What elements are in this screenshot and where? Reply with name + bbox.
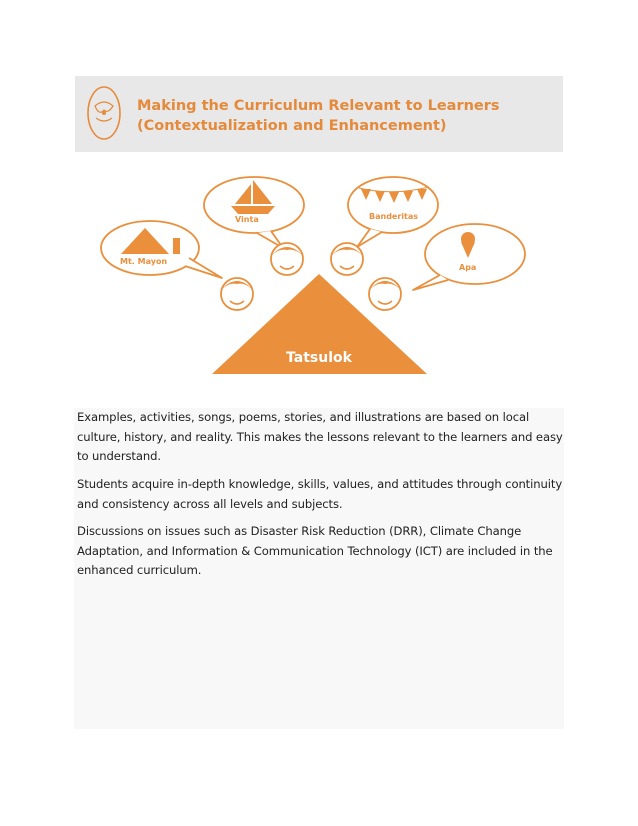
mt-mayon-label: Mt. Mayon: [120, 257, 168, 266]
banderitas-label: Banderitas: [369, 212, 419, 221]
banner-title-line-2: (Contextualization and Enhancement): [137, 118, 447, 134]
paragraph-3: Discussions on issues such as Disaster Risk Reduction (DRR), Climate Change Adaptation, and Information & Communication Technology (ICT) are included in the enhanced curriculum.: [77, 524, 553, 577]
apa-bubble: [413, 224, 525, 290]
vinta-label: Vinta: [235, 215, 259, 224]
school-seal-icon: [86, 84, 122, 142]
child-face-right: [369, 278, 401, 310]
tatsulok-label: Tatsulok: [286, 350, 352, 366]
mt-mayon-bubble: [101, 221, 222, 278]
header-banner: [75, 76, 563, 152]
child-face-left: [221, 278, 253, 310]
paragraph-1: Examples, activities, songs, poems, stories, and illustrations are based on local culture, history, and reality. This makes the lessons relevant to the learners and easy to understand.: [77, 410, 563, 463]
apa-label: Apa: [459, 263, 477, 272]
child-face-top-left: [271, 243, 303, 275]
child-face-top-right: [331, 243, 363, 275]
content-box: [74, 408, 564, 729]
vinta-bubble: [204, 177, 304, 248]
banner-title: [137, 96, 557, 136]
banner-title-line-1: Making the Curriculum Relevant to Learners: [137, 98, 500, 114]
banderitas-bubble: [348, 177, 438, 247]
paragraph-2: Students acquire in-depth knowledge, skills, values, and attitudes through continuity and consistency across all levels and subjects.: [77, 477, 563, 511]
contextualization-illustration: [75, 152, 563, 408]
